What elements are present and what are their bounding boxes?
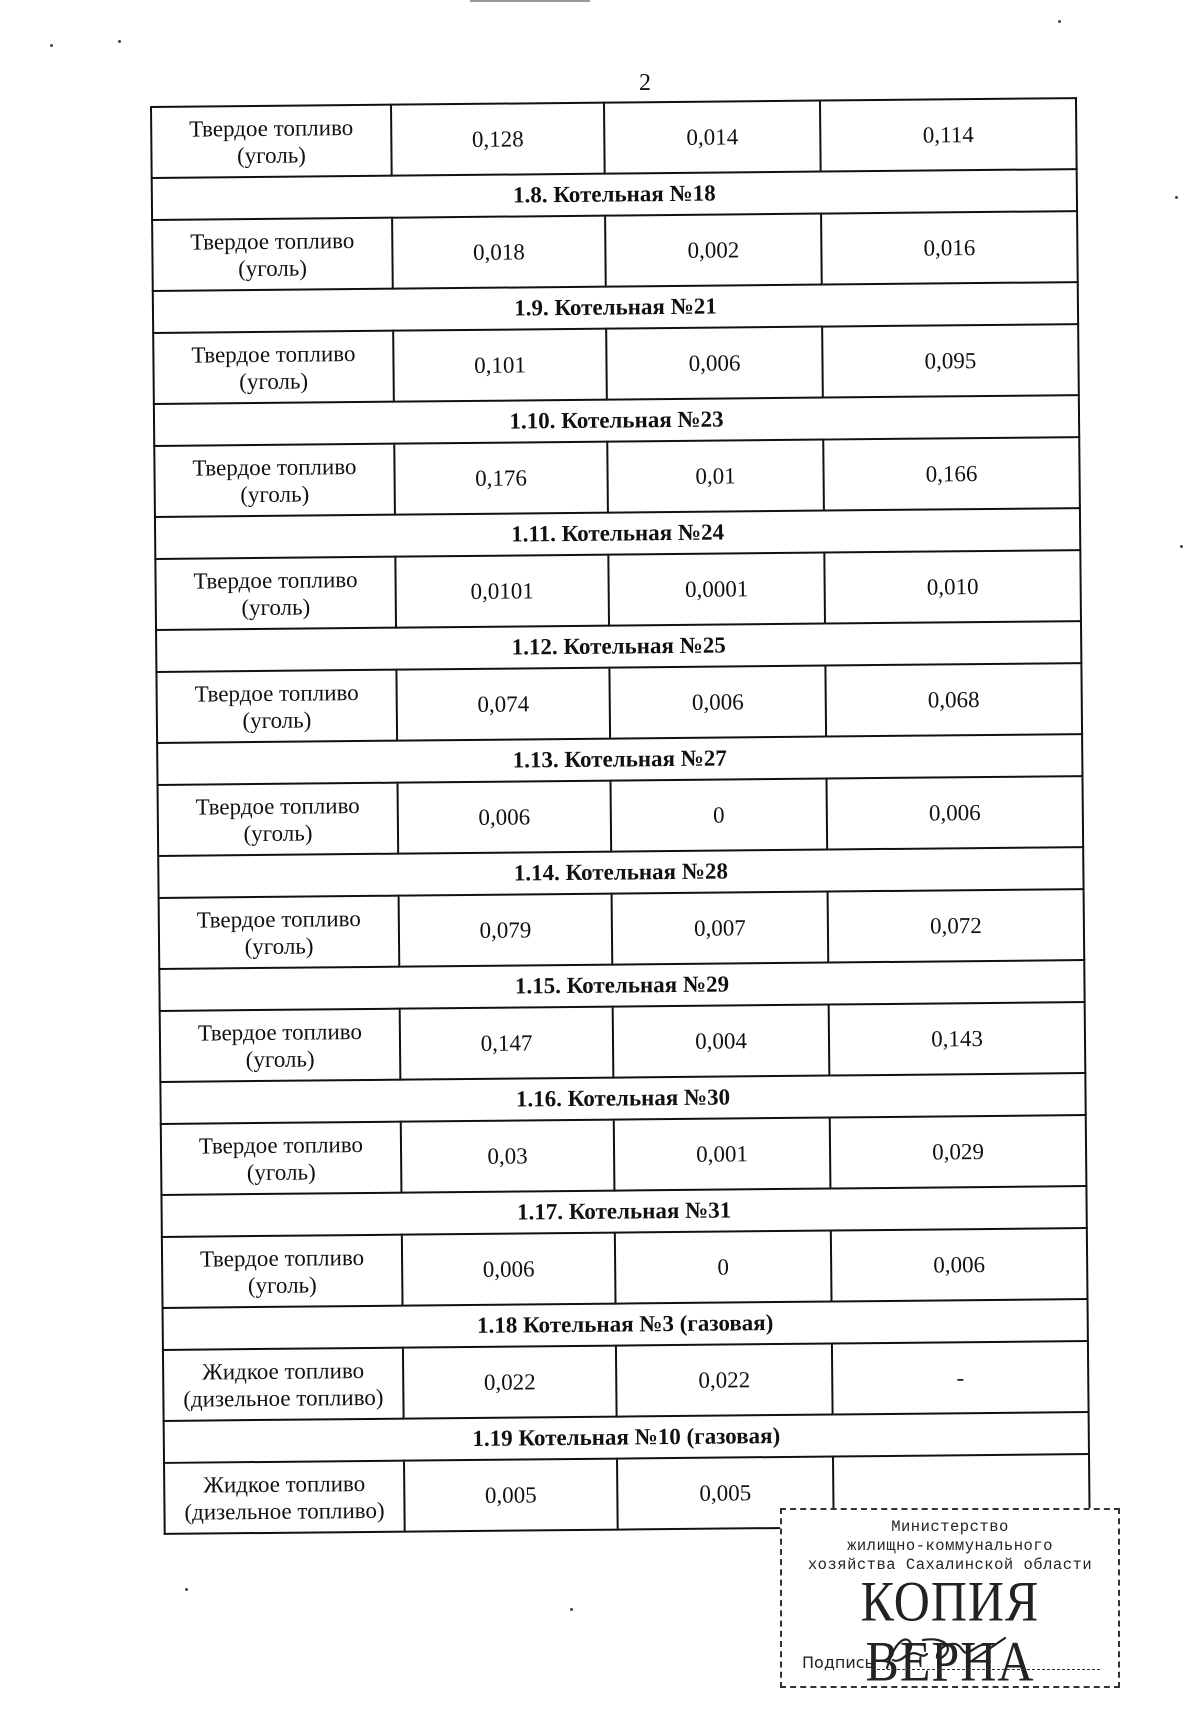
value-cell: 0,022 (616, 1344, 833, 1417)
scan-speck (1180, 545, 1183, 548)
value-cell: 0 (610, 779, 827, 852)
section-title: 1.14. Котельная №28 (158, 847, 1083, 898)
table-row (155, 550, 1081, 630)
table-row (163, 1341, 1089, 1421)
section-title: 1.18 Котельная №3 (газовая) (163, 1299, 1088, 1350)
fuel-type-cell: Жидкое топливо (дизельное топливо) (163, 1348, 404, 1421)
value-cell: 0,004 (613, 1005, 830, 1078)
fuel-type-cell: Твердое топливо (уголь) (155, 557, 396, 630)
value-cell: 0,0101 (395, 555, 609, 628)
section-title: 1.9. Котельная №21 (153, 282, 1078, 333)
value-cell: 0,03 (401, 1120, 615, 1193)
table-row (156, 663, 1082, 743)
stamp-ministry-name (782, 1518, 1118, 1575)
value-cell: 0,002 (605, 214, 822, 287)
value-cell: 0,143 (829, 1002, 1086, 1075)
fuel-type-cell: Твердое топливо (уголь) (160, 1009, 401, 1082)
scan-speck (50, 44, 53, 47)
table-body (151, 98, 1090, 1534)
value-cell: 0,016 (821, 211, 1078, 284)
value-cell: 0,166 (823, 437, 1080, 510)
value-cell: 0,010 (824, 550, 1081, 623)
section-title: 1.13. Котельная №27 (157, 734, 1082, 785)
value-cell: 0,006 (398, 781, 612, 854)
value-cell: 0,029 (830, 1115, 1087, 1188)
stamp-copy-verified: КОПИЯ ВЕРНА (860, 1568, 1040, 1694)
scan-speck (1058, 20, 1061, 23)
fuel-type-cell: Твердое топливо (уголь) (158, 783, 399, 856)
table-row (161, 1115, 1087, 1195)
value-cell: 0,007 (612, 892, 829, 965)
value-cell: 0,095 (822, 324, 1079, 397)
value-cell: 0,014 (604, 101, 821, 174)
section-title: 1.15. Котельная №29 (159, 960, 1084, 1011)
fuel-type-cell: Жидкое топливо (дизельное топливо) (164, 1461, 405, 1534)
fuel-type-cell: Твердое топливо (уголь) (151, 105, 392, 178)
section-title: 1.16. Котельная №30 (160, 1073, 1085, 1124)
top-edge-mark (470, 0, 590, 2)
section-title: 1.17. Котельная №31 (161, 1186, 1086, 1237)
value-cell: 0 (615, 1231, 832, 1304)
fuel-type-cell: Твердое топливо (уголь) (159, 896, 400, 969)
value-cell: 0,006 (826, 776, 1083, 849)
section-title: 1.19 Котельная №10 (газовая) (164, 1412, 1089, 1463)
value-cell: 0,001 (614, 1118, 831, 1191)
table-row (159, 889, 1085, 969)
value-cell: 0,079 (399, 894, 613, 967)
value-cell: 0,018 (392, 216, 606, 289)
scan-speck (185, 1588, 188, 1591)
fuel-type-cell: Твердое топливо (уголь) (154, 444, 395, 517)
table-row (160, 1002, 1086, 1082)
value-cell: - (832, 1341, 1089, 1414)
value-cell: 0,006 (606, 327, 823, 400)
value-cell: 0,074 (396, 668, 610, 741)
table-row (151, 98, 1077, 178)
scan-speck (570, 1608, 573, 1611)
table-row (152, 211, 1078, 291)
fuel-type-cell: Твердое топливо (уголь) (161, 1122, 402, 1195)
value-cell: 0,128 (391, 103, 605, 176)
value-cell: 0,006 (609, 666, 826, 739)
value-cell: 0,022 (403, 1346, 617, 1419)
stamp-ministry-line: Министерство (891, 1518, 1009, 1536)
value-cell: 0,005 (617, 1457, 834, 1530)
stamp-ministry-line: хозяйства Сахалинской области (807, 1556, 1093, 1574)
value-cell: 0,0001 (608, 553, 825, 626)
value-cell: 0,176 (394, 442, 608, 515)
value-cell: 0,147 (400, 1007, 614, 1080)
stamp-signature-label: Подпись (802, 1653, 874, 1672)
fuel-type-cell: Твердое топливо (уголь) (152, 218, 393, 291)
fuel-type-cell: Твердое топливо (уголь) (162, 1235, 403, 1308)
table-row (153, 324, 1079, 404)
fuel-consumption-table (150, 97, 1091, 1535)
table-row (162, 1228, 1088, 1308)
handwritten-signature (877, 1630, 1017, 1674)
value-cell: 0,006 (831, 1228, 1088, 1301)
section-title: 1.11. Котельная №24 (155, 508, 1080, 559)
section-title: 1.12. Котельная №25 (156, 621, 1081, 672)
stamp-ministry-line: жилищно-коммунального (847, 1537, 1053, 1555)
fuel-type-cell: Твердое топливо (уголь) (156, 670, 397, 743)
value-cell: 0,068 (825, 663, 1082, 736)
value-cell: 0,114 (820, 98, 1077, 171)
value-cell: 0,01 (607, 440, 824, 513)
value-cell: 0,101 (393, 329, 607, 402)
page-number: 2 (639, 70, 651, 96)
section-title: 1.10. Котельная №23 (154, 395, 1079, 446)
section-title: 1.8. Котельная №18 (152, 169, 1077, 220)
value-cell: 0,006 (402, 1233, 616, 1306)
fuel-type-cell: Твердое топливо (уголь) (153, 331, 394, 404)
value-cell: 0,005 (404, 1459, 618, 1532)
table-row (154, 437, 1080, 517)
scan-speck (1175, 196, 1178, 199)
certification-stamp (780, 1508, 1120, 1694)
value-cell: 0,072 (828, 889, 1085, 962)
scan-speck (118, 40, 121, 43)
table-row (158, 776, 1084, 856)
